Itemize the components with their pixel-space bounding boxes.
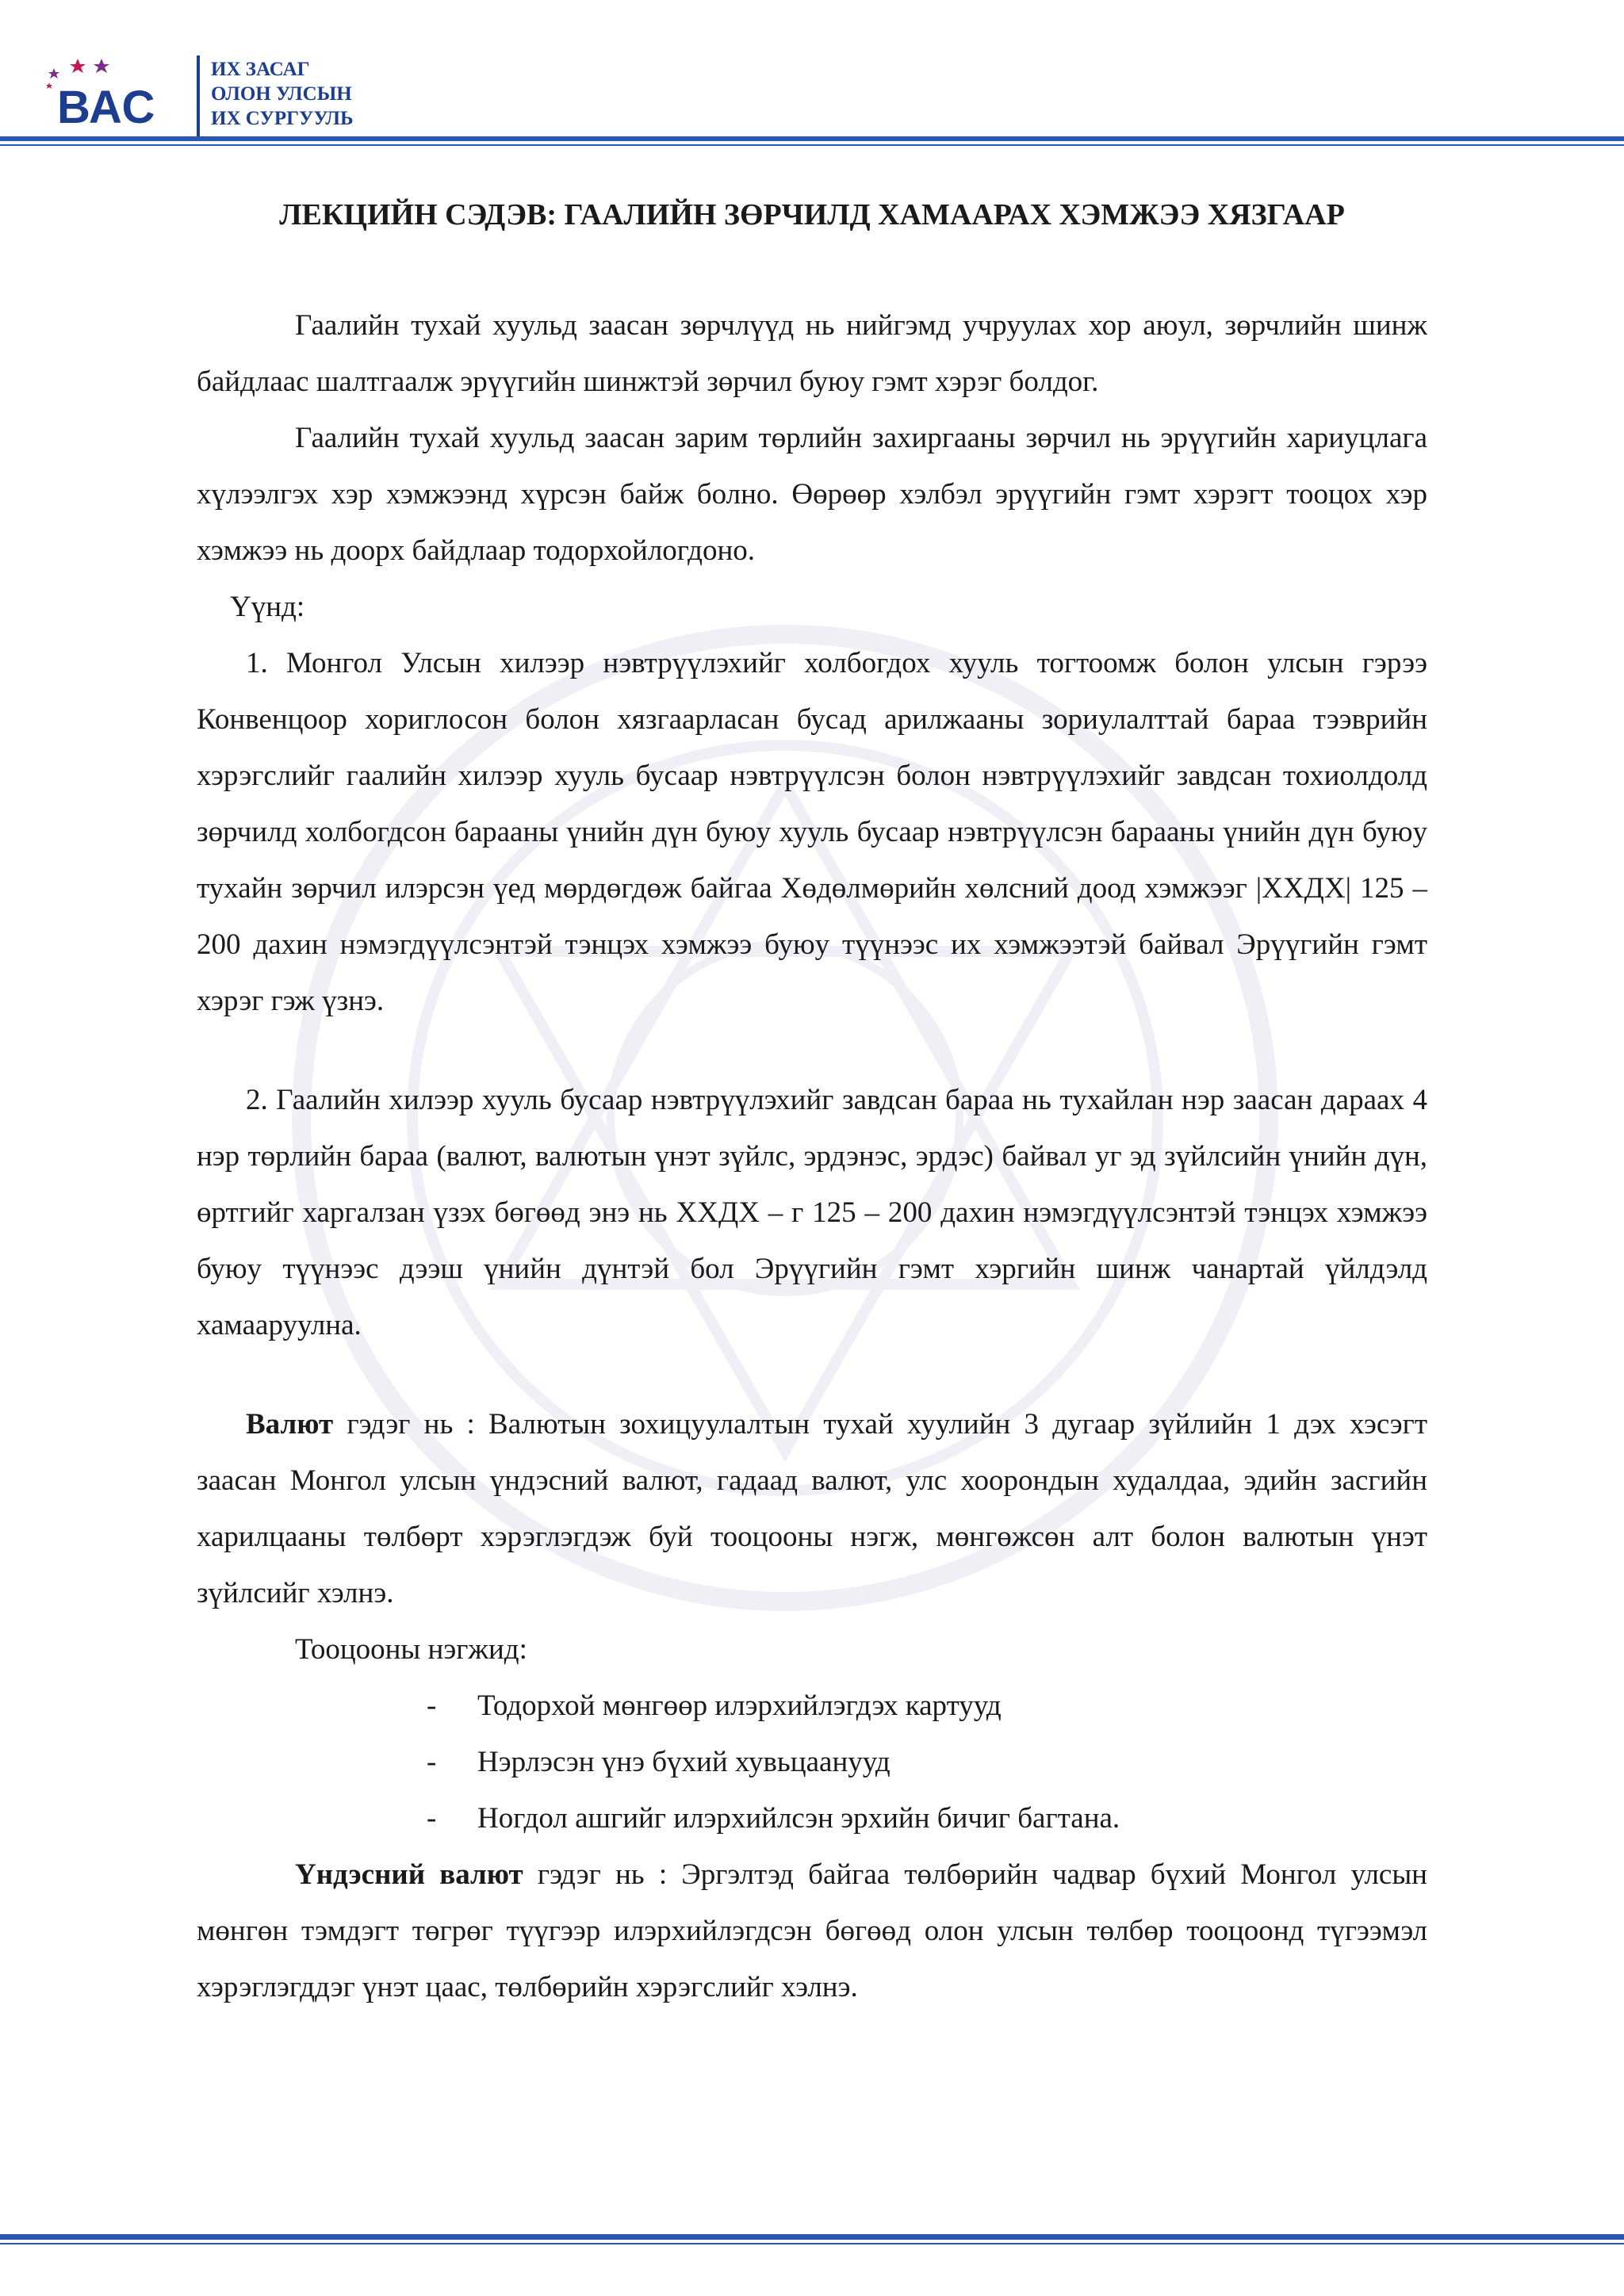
paragraph-item-1: 1. Монгол Улсын хилээр нэвтрүүлэхийг холбогдох хууль тогтоомж болон улсын гэрээ Конвенцоор хориглосон болон хязгаарласан бусад арилжааны зориулалттай бараа тээврийн хэрэгслийг гаалийн хилээр хууль бусаар нэвтрүүлсэн болон нэвтрүүлэхийг завдсан тохиолдолд зөрчилд холбогдсон барааны үнийн дүн буюу хууль бусаар нэвтрүүлсэн барааны үнийн дүн буюу тухайн зөрчил илэрсэн үед мөрдөгдөж байгаа Хөдөлмөрийн хөлсний доод хэмжээг |ХХДХ| 125 – 200 дахин нэмэгдүүлсэнтэй тэнцэх хэмжээ буюу түүнээс их хэмжээтэй байвал Эрүүгийн гэмт хэрэг гэж үзнэ.	[197, 647, 1427, 1017]
logo-line-1: ИХ ЗАСАГ	[211, 59, 310, 80]
logo-line-2: ОЛОН УЛСЫН	[211, 83, 352, 105]
list-item: - Тодорхой мөнгөөр илэрхийлэгдэх картууд	[197, 1678, 1427, 1734]
lecture-title: ЛЕКЦИЙН СЭДЭВ: ГААЛИЙН ЗӨРЧИЛД ХАМААРАХ ХЭМЖЭЭ ХЯЗГААР	[279, 198, 1345, 232]
dash-bullet: -	[427, 1802, 437, 1835]
page-header	[0, 0, 1624, 159]
footer-rule-thin	[0, 2243, 1624, 2244]
spacer	[197, 1353, 1427, 1396]
footer-rule-thick	[0, 2234, 1624, 2240]
list-item: - Нэрлэсэн үнэ бүхий хувьцаанууд	[197, 1734, 1427, 1790]
paragraph-2: Гаалийн тухай хуульд заасан зарим төрлийн захиргааны зөрчил нь эрүүгийн хариуцлага хүлээлгэх хэр хэмжээнд хүрсэн байж болно. Өөрөөр хэлбэл эрүүгийн гэмт хэрэгт тооцох хэр хэмжээ нь доорх байдлаар тодорхойлогдоно.	[197, 422, 1427, 567]
national-currency-definition-text: гэдэг нь : Эргэлтэд байгаа төлбөрийн чадвар бүхий Монгол улсын мөнгөн тэмдэгт төгрөг түүгээр илэрхийлэгдсэн бөгөөд олон улсын төлбөр тооцоонд түгээмэл хэрэглэгддэг үнэт цаас, төлбөрийн хэрэгслийг хэлнэ.	[197, 1858, 1427, 2003]
document-body	[197, 187, 1427, 2015]
university-logo	[43, 51, 354, 146]
spacer	[197, 1029, 1427, 1072]
currency-definition-text: гэдэг нь : Валютын зохицуулалтын тухай хуулийн 3 дугаар зүйлийн 1 дэх хэсэгт заасан Монгол улсын үндэсний валют, гадаад валют, улс хоорондын худалдаа, эдийн засгийн харилцааны төлбөрт хэрэглэгдэж буй тооцооны нэгж, мөнгөжсөн алт болон валютын үнэт зүйлсийг хэлнэ.	[197, 1408, 1427, 1609]
paragraph-1: Гаалийн тухай хуульд заасан зөрчлүүд нь нийгэмд учруулах хор аюул, зөрчлийн шинж байдлаас шалтгаалж эрүүгийн шинжтэй зөрчил буюу гэмт хэрэг болдог.	[197, 309, 1427, 398]
header-rule-thick	[0, 136, 1624, 141]
dash-bullet: -	[427, 1689, 437, 1722]
dash-bullet: -	[427, 1746, 437, 1778]
list-item: - Ногдол ашгийг илэрхийлсэн эрхийн бичиг багтана.	[197, 1790, 1427, 1846]
header-rule-thin	[0, 144, 1624, 146]
paragraph-item-2: 2. Гаалийн хилээр хууль бусаар нэвтрүүлэхийг завдсан бараа нь тухайлан нэр заасан дараах 4 нэр төрлийн бараа (валют, валютын үнэт зүйлс, эрдэнэс, эрдэс) байвал уг эд зүйлсийн үнийн дүн, өртгийг харгалзан үзэх бөгөөд энэ нь ХХДХ – г 125 – 200 дахин нэмэгдүүлсэнтэй тэнцэх хэмжээ буюу түүнээс дээш үнийн дүнтэй бол Эрүүгийн гэмт хэргийн шинж чанартай үйлдэлд хамааруулна.	[197, 1084, 1427, 1341]
paragraph-national-currency-definition	[197, 1846, 1427, 2015]
logo-abbreviation: ВАС	[57, 82, 156, 133]
units-list	[197, 1678, 1427, 1846]
paragraph-units-heading: Тооцооны нэгжид:	[295, 1633, 527, 1666]
paragraph-currency-definition	[197, 1396, 1427, 1621]
term-national-currency: Үндэсний валют	[295, 1858, 523, 1891]
paragraph-3: Үүнд:	[230, 591, 305, 623]
logo-text	[211, 57, 354, 131]
logo-divider	[197, 55, 200, 141]
term-currency: Валют	[246, 1408, 334, 1441]
logo-line-3: ИХ СУРГУУЛЬ	[211, 108, 354, 129]
